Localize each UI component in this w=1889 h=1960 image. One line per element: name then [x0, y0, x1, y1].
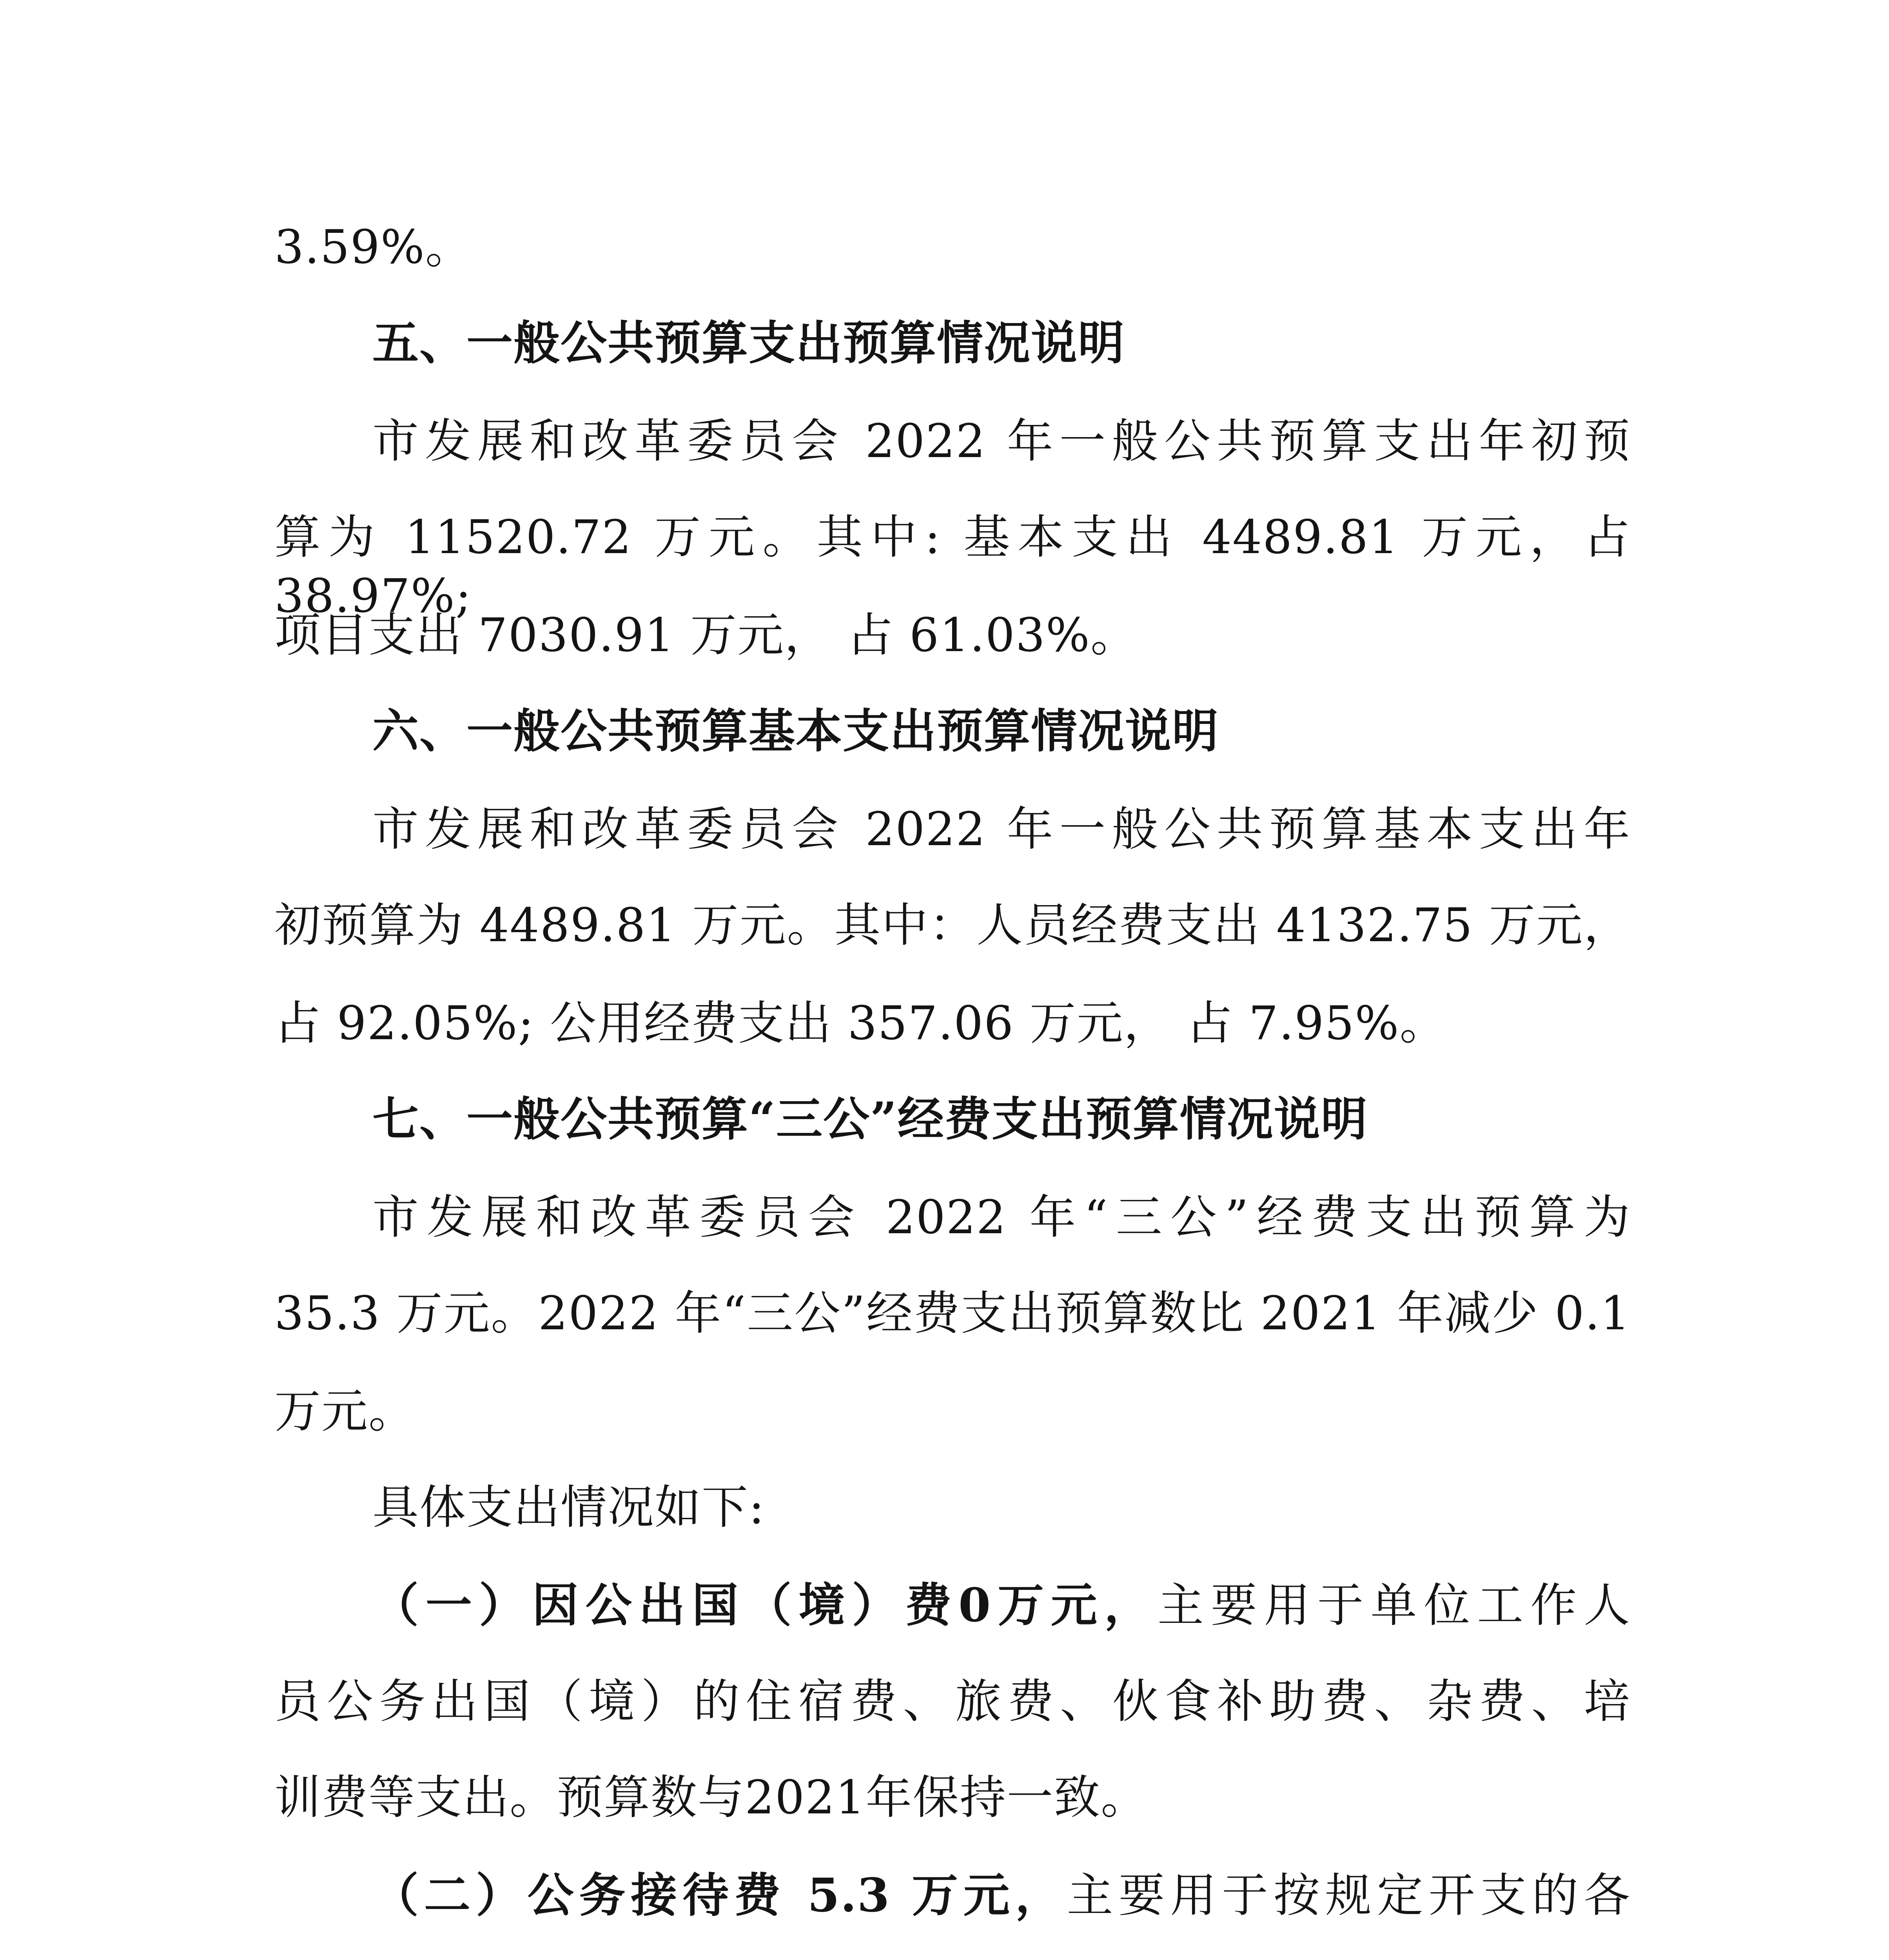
body-text-line: 训费等支出。预算数与2021年保持一致。 — [274, 1770, 1148, 1824]
item-1-text: 主要用于单位工作人 — [1157, 1578, 1631, 1632]
body-text-line: 市发展和改革委员会 2022 年一般公共预算基本支出年 — [372, 802, 1631, 856]
section-heading-5: 五、一般公共预算支出预算情况说明 — [372, 316, 1125, 370]
body-text-line: 算为 11520.72 万元。其中: 基本支出 4489.81 万元，占 38.97%; — [274, 510, 1631, 623]
body-text-line: 占 92.05%; 公用经费支出 357.06 万元， 占 7.95%。 — [274, 996, 1447, 1050]
item-1-line — [372, 1576, 1631, 1635]
body-text-line: 3.59%。 — [274, 220, 472, 274]
item-2-label: （二）公务接待费 5.3 万元， — [372, 1868, 1067, 1922]
body-text-line: 市发展和改革委员会 2022 年一般公共预算支出年初预 — [372, 414, 1631, 468]
body-text-line: 初预算为 4489.81 万元。其中：人员经费支出 4132.75 万元， — [274, 898, 1631, 952]
body-text-line: 具体支出情况如下: — [372, 1480, 765, 1534]
section-heading-7: 七、一般公共预算“三公”经费支出预算情况说明 — [372, 1092, 1368, 1146]
section-heading-6: 六、一般公共预算基本支出预算情况说明 — [372, 704, 1219, 758]
body-text-line: 市发展和改革委员会 2022 年“三公”经费支出预算为 — [372, 1190, 1631, 1244]
body-text-line: 员公务出国（境）的住宿费、旅费、伙食补助费、杂费、培 — [274, 1674, 1631, 1728]
item-2-text: 主要用于按规定开支的各 — [1067, 1868, 1631, 1922]
item-2-line — [372, 1866, 1631, 1925]
body-text-line: 万元。 — [274, 1384, 416, 1438]
body-text-line: 35.3 万元。2022 年“三公”经费支出预算数比 2021 年减少 0.1 — [274, 1286, 1631, 1340]
body-text-line: 项目支出 7030.91 万元， 占 61.03%。 — [274, 608, 1138, 662]
item-1-label: （一）因公出国（境）费0万元， — [372, 1578, 1158, 1632]
